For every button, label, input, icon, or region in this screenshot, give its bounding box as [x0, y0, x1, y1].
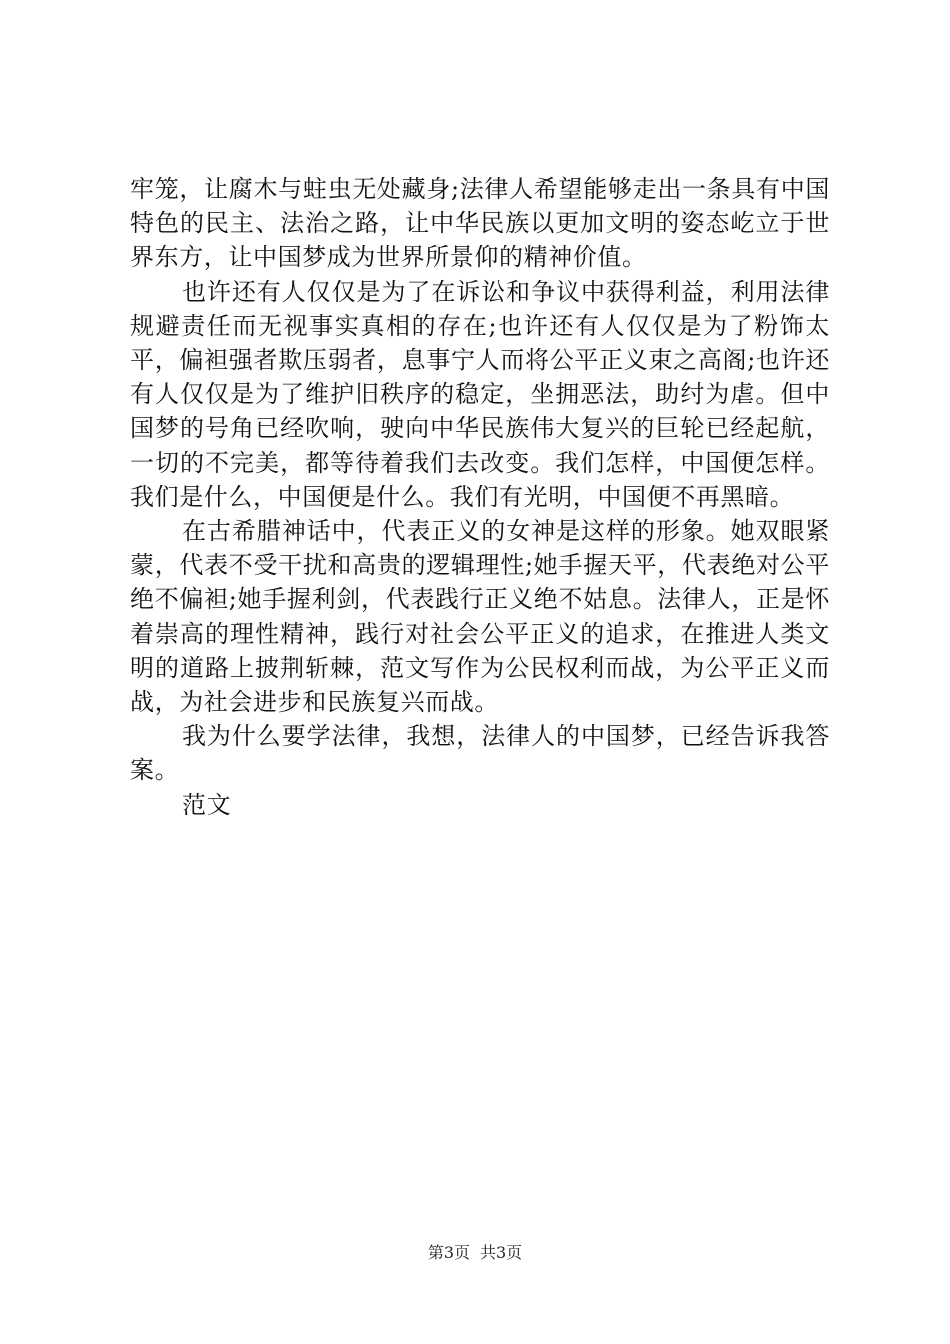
page-number-total: 共3页	[480, 1243, 523, 1262]
paragraph: 在古希腊神话中，代表正义的女神是这样的形象。她双眼紧蒙，代表不受干扰和高贵的逻辑理性;她手握天平，代表绝对公平绝不偏袒;她手握利剑，代表践行正义绝不姑息。法律人，正是怀着崇高的理性精神，践行对社会公平正义的追求，在推进人类文明的道路上披荆斩棘，范文写作为公民权利而战，为公平正义而战，为社会进步和民族复兴而战。	[130, 517, 830, 717]
paragraph: 范文	[182, 790, 232, 819]
paragraph: 牢笼，让腐木与蛀虫无处藏身;法律人希望能够走出一条具有中国特色的民主、法治之路，让中华民族以更加文明的姿态屹立于世界东方，让中国梦成为世界所景仰的精神价值。	[130, 175, 830, 272]
document-body	[130, 172, 830, 822]
paragraph: 也许还有人仅仅是为了在诉讼和争议中获得利益，利用法律规避责任而无视事实真相的存在;也许还有人仅仅是为了粉饰太平，偏袒强者欺压弱者，息事宁人而将公平正义束之高阁;也许还有人仅仅是为了维护旧秩序的稳定，坐拥恶法，助纣为虐。但中国梦的号角已经吹响，驶向中华民族伟大复兴的巨轮已经起航，一切的不完美，都等待着我们去改变。我们怎样，中国便怎样。我们是什么，中国便是什么。我们有光明，中国便不再黑暗。	[130, 277, 830, 511]
page-footer	[0, 1242, 950, 1264]
paragraph: 我为什么要学法律，我想，法律人的中国梦，已经告诉我答案。	[130, 722, 830, 785]
page-number-current: 第3页	[427, 1243, 470, 1262]
